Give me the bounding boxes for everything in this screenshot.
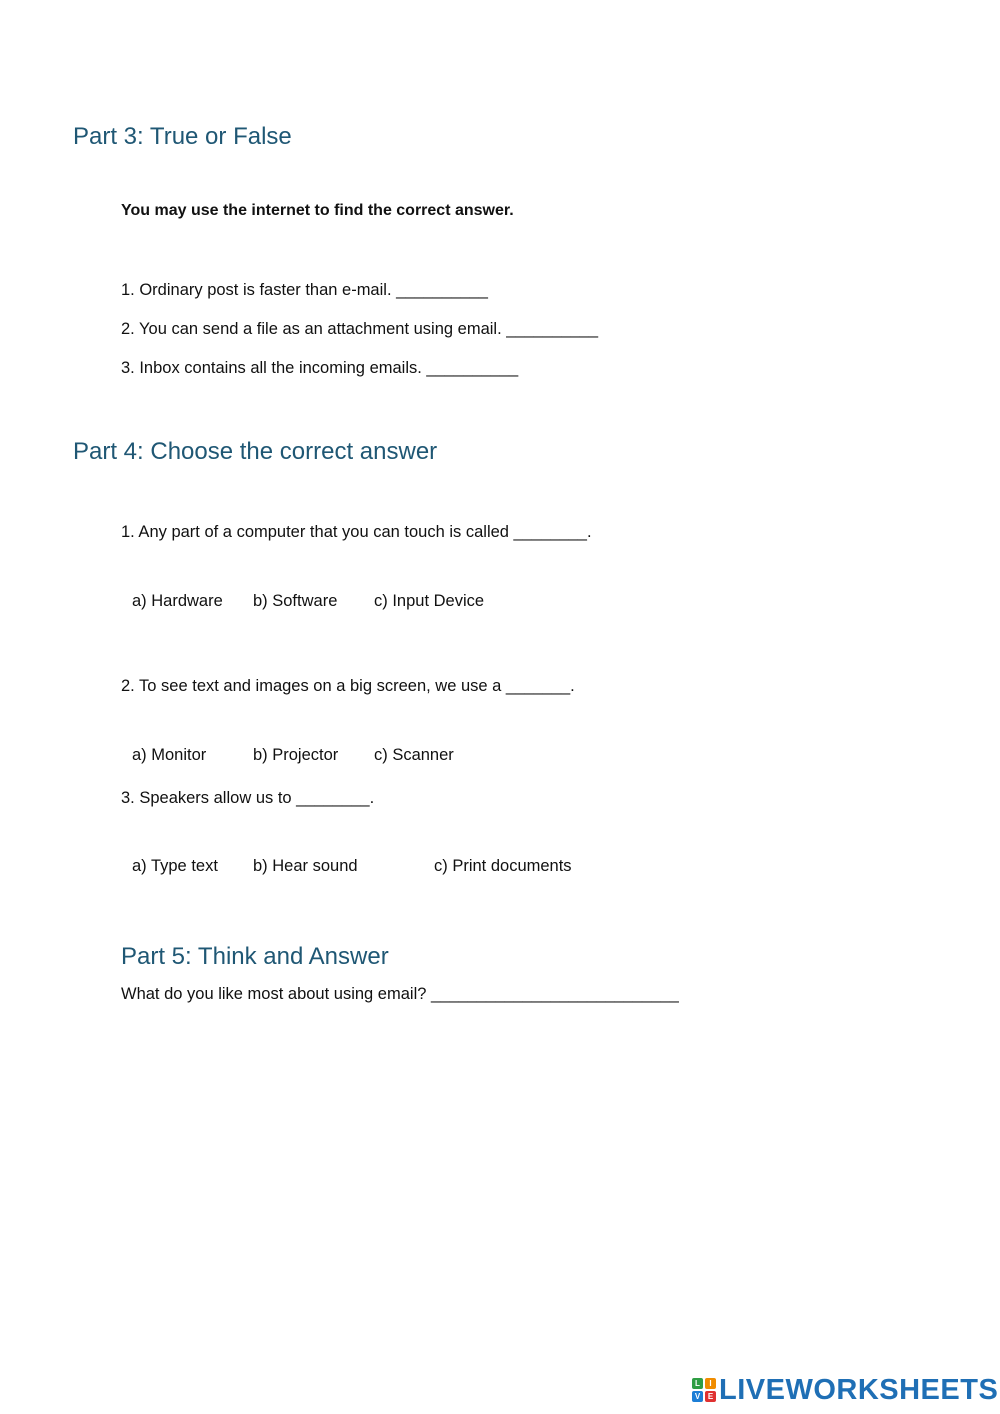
logo-letter-i: I bbox=[705, 1378, 716, 1389]
part3-item-1: 1. Ordinary post is faster than e-mail. __________ bbox=[121, 281, 488, 299]
part4-q2-option-b: b) Projector bbox=[253, 746, 339, 764]
logo-letter-e: E bbox=[705, 1391, 716, 1402]
part4-q3-option-b: b) Hear sound bbox=[253, 857, 358, 875]
part4-heading: Part 4: Choose the correct answer bbox=[73, 438, 438, 465]
part4-q2-option-c: c) Scanner bbox=[374, 746, 454, 764]
part4-q3-option-a: a) Type text bbox=[132, 857, 218, 875]
part4-question-1: 1. Any part of a computer that you can touch is called ________. bbox=[121, 523, 592, 541]
logo-wordmark: LIVEWORKSHEETS bbox=[719, 1373, 999, 1406]
part3-heading: Part 3: True or False bbox=[73, 123, 292, 150]
part4-q1-option-a: a) Hardware bbox=[132, 592, 223, 610]
logo-mark-icon bbox=[692, 1378, 716, 1402]
part4-q3-option-c: c) Print documents bbox=[434, 857, 572, 875]
part5-prompt: What do you like most about using email? ___________________________ bbox=[121, 985, 679, 1003]
part3-item-2: 2. You can send a file as an attachment using email. __________ bbox=[121, 320, 599, 338]
part4-q2-option-a: a) Monitor bbox=[132, 746, 207, 764]
part4-question-3: 3. Speakers allow us to ________. bbox=[121, 789, 375, 807]
part4-q1-option-b: b) Software bbox=[253, 592, 338, 610]
part5-heading: Part 5: Think and Answer bbox=[121, 943, 389, 970]
part3-item-3: 3. Inbox contains all the incoming emails. __________ bbox=[121, 359, 519, 377]
part4-question-2: 2. To see text and images on a big screen, we use a _______. bbox=[121, 677, 575, 695]
part3-instruction: You may use the internet to find the correct answer. bbox=[121, 202, 514, 219]
part4-q1-option-c: c) Input Device bbox=[374, 592, 485, 610]
logo-letter-v: V bbox=[692, 1391, 703, 1402]
logo-letter-l: L bbox=[692, 1378, 703, 1389]
liveworksheets-logo bbox=[692, 1372, 998, 1408]
